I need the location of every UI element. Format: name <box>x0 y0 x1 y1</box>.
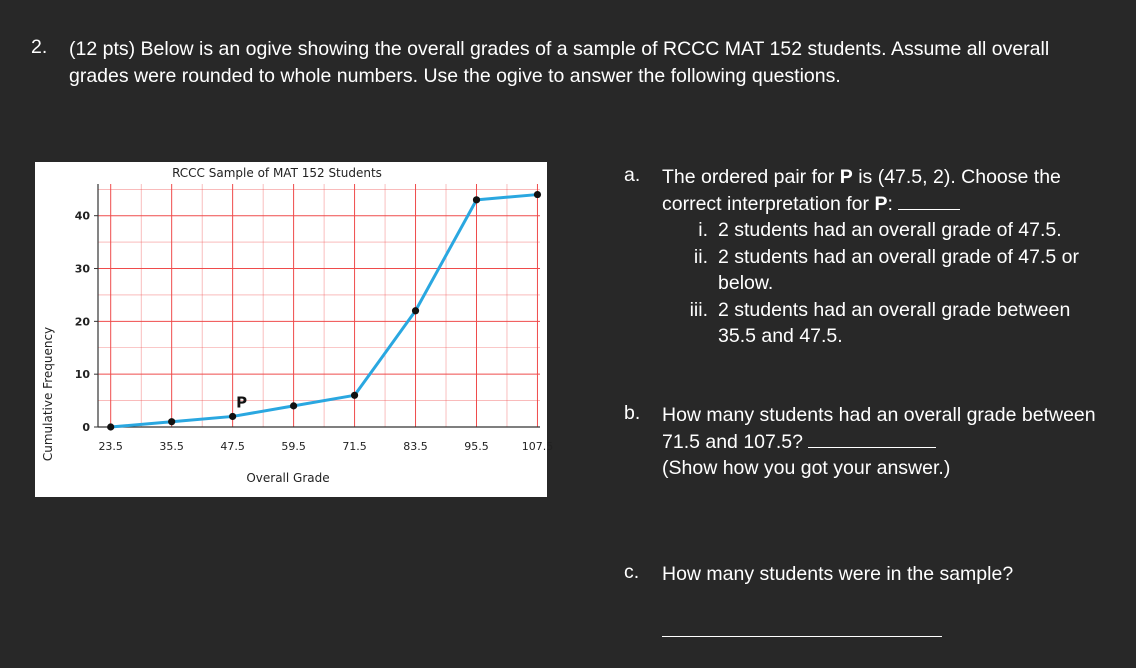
ogive-svg <box>35 162 554 497</box>
y-tick-label: 0 <box>82 421 90 434</box>
x-tick-label: 95.5 <box>464 440 489 453</box>
part-b-prompt: How many students had an overall grade between 71.5 and 107.5? <box>662 404 1096 453</box>
part-a-colon: : <box>887 192 893 215</box>
option-i-numeral: i. <box>698 219 708 241</box>
part-c-prompt: How many students were in the sample? <box>662 563 1014 585</box>
x-tick-label: 71.5 <box>342 440 367 453</box>
part-b-body <box>662 402 1102 482</box>
option-ii-numeral: ii. <box>693 245 708 268</box>
x-tick-label: 23.5 <box>98 440 123 453</box>
data-point <box>351 392 358 399</box>
part-a-body <box>662 164 1102 350</box>
y-tick-label: 30 <box>74 262 90 276</box>
data-point <box>412 307 419 314</box>
part-b-note: (Show how you got your answer.) <box>662 457 951 479</box>
data-point <box>168 418 175 425</box>
part-c-label: c. <box>624 561 640 583</box>
option-iii <box>662 297 1102 350</box>
y-tick-label: 40 <box>74 209 90 223</box>
y-axis-label: Cumulative Frequency <box>41 326 55 462</box>
data-point <box>473 196 480 203</box>
option-iii-text: 2 students had an overall grade between 35.5 and 47.5. <box>718 298 1071 347</box>
x-tick-label: 107.5 <box>521 440 554 453</box>
data-point <box>107 423 114 430</box>
part-b-label: b. <box>624 402 641 424</box>
option-i-text: 2 students had an overall grade of 47.5. <box>718 219 1062 241</box>
part-a-prompt-2: is (47.5, 2). Choose the correct interpretation for <box>662 166 1061 215</box>
option-ii <box>662 244 1102 297</box>
ogive-chart <box>35 162 554 497</box>
point-p-label: P <box>236 393 248 412</box>
part-c-answer-blank[interactable] <box>662 636 942 637</box>
part-c-body <box>662 561 1102 588</box>
part-a-p-bold-2: P <box>874 192 888 215</box>
part-a-answer-blank[interactable] <box>898 209 960 210</box>
option-ii-text: 2 students had an overall grade of 47.5 or below. <box>718 245 1079 294</box>
data-point <box>229 413 236 420</box>
x-tick-label: 35.5 <box>159 440 184 453</box>
x-axis-label: Overall Grade <box>246 471 330 485</box>
y-tick-label: 10 <box>74 368 90 382</box>
x-tick-label: 83.5 <box>403 440 428 453</box>
question-text: (12 pts) Below is an ogive showing the overall grades of a sample of RCCC MAT 152 students. Assume all overall grades were rounded to whole numbers. Use the ogive to answer the following questions. <box>69 38 1050 87</box>
part-a-label: a. <box>624 164 641 186</box>
x-tick-label: 59.5 <box>281 440 306 453</box>
part-b-answer-blank[interactable] <box>808 447 936 448</box>
part-a-p-bold: P <box>839 166 853 188</box>
question-number: 2. <box>31 36 48 58</box>
option-i <box>662 217 1102 244</box>
option-iii-numeral: iii. <box>689 298 708 321</box>
x-tick-label: 47.5 <box>220 440 245 453</box>
y-tick-label: 20 <box>74 315 90 329</box>
data-point <box>290 402 297 409</box>
data-point <box>534 191 541 198</box>
part-a-prompt-1: The ordered pair for <box>662 166 840 188</box>
chart-title: RCCC Sample of MAT 152 Students <box>172 166 382 180</box>
